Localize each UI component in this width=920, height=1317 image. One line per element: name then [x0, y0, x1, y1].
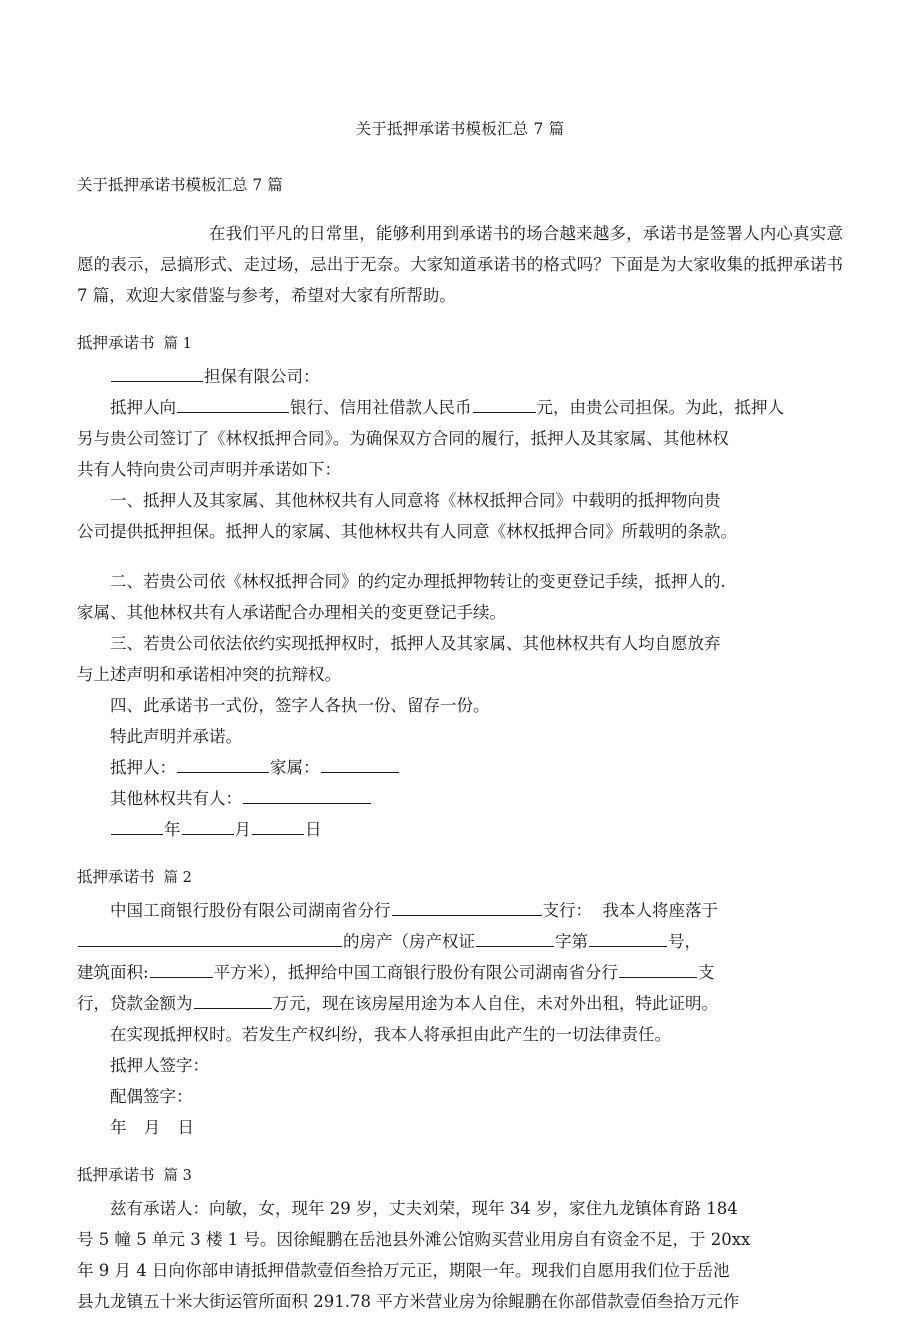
blank-field[interactable]	[476, 931, 554, 947]
blank-field[interactable]	[177, 397, 289, 413]
section1-line-contract: 另与贵公司签订了《林权抵押合同》。为确保双方合同的履行，抵押人及其家属、其他林权	[77, 429, 729, 448]
section1-item3-line1: 三、若贵公司依法依约实现抵押权时，抵押人及其家属、其他林权共有人均自愿放弃	[110, 634, 721, 653]
intro-paragraph: 在我们平凡的日常里，能够利用到承诺书的场合越来越多，承诺书是签署人内心真实意愿的表示，忌搞形式、走过场，忌出于无奈。大家知道承诺书的格式吗？下面是为大家收集的抵押承诺书 7 篇，欢迎大家借鉴与参考，希望对大家有所帮助。	[77, 224, 843, 305]
section1-line-loan: 抵押人向 银行、信用社借款人民币 元，由贵公司担保。为此，抵押人	[110, 398, 784, 417]
section-heading-label: 抵押承诺书	[77, 1166, 155, 1184]
section2-line-amount: 行，贷款金额为 万元，现在该房屋用途为本人自住，未对外出租，特此证明。	[77, 994, 718, 1013]
blank-field[interactable]	[243, 788, 371, 804]
blank-field[interactable]	[111, 366, 203, 382]
section1-coowner-line: 其他林权共有人：	[77, 783, 843, 814]
blank-field[interactable]	[473, 397, 536, 413]
section2-line-property: 的房产（房产权证 字第 号，	[77, 926, 843, 957]
section-heading-number: 篇 3	[163, 1168, 192, 1184]
blank-field[interactable]	[619, 962, 697, 978]
section-heading-label: 抵押承诺书	[77, 868, 155, 886]
blank-field[interactable]	[194, 993, 272, 1009]
section1-item1-line2: 公司提供抵押担保。抵押人的家属、其他林权共有人同意《林权抵押合同》所载明的条款。	[77, 522, 737, 541]
section-heading-number: 篇 1	[163, 336, 192, 352]
blank-field[interactable]	[589, 931, 667, 947]
document-subtitle: 关于抵押承诺书模板汇总 7 篇	[77, 176, 283, 194]
blank-field[interactable]	[252, 819, 304, 835]
section1-item2-line2: 家属、其他林权共有人承诺配合办理相关的变更登记手续。	[77, 603, 506, 622]
section2-signature-spouse: 配偶签字：	[110, 1087, 193, 1106]
section2-line-area: 建筑面积: 平方米），抵押给中国工商银行股份有限公司湖南省分行 支	[77, 963, 715, 982]
page-title: 关于抵押承诺书模板汇总 7 篇	[355, 120, 565, 138]
blank-field[interactable]	[321, 757, 399, 773]
blank-field[interactable]	[177, 757, 269, 773]
section1-declaration: 特此声明并承诺。	[110, 727, 242, 746]
section1-date-line: 年 月 日	[77, 814, 843, 845]
section1-item2-line1: 二、若贵公司依《林权抵押合同》的约定办理抵押物转让的变更登记手续，抵押人的.	[110, 572, 726, 591]
section3-line3: 年 9 月 4 日向你部申请抵押借款壹佰叁拾万元正，期限一年。现我们自愿用我们位于岳池	[77, 1261, 730, 1280]
section-heading-number: 篇 2	[163, 870, 192, 886]
section1-line-company: 担保有限公司：	[77, 361, 843, 392]
blank-field[interactable]	[111, 819, 163, 835]
section1-line-declare-intro: 共有人特向贵公司声明并承诺如下：	[77, 460, 341, 479]
blank-field[interactable]	[182, 819, 234, 835]
section1-item3-line2: 与上述声明和承诺相冲突的抗辩权。	[77, 665, 341, 684]
section3-line2: 号 5 幢 5 单元 3 楼 1 号。因徐鲲鹏在岳池县外滩公馆购买营业用房自有资金不足，于 20xx	[77, 1230, 751, 1249]
section1-item1-line1: 一、抵押人及其家属、其他林权共有人同意将《林权抵押合同》中载明的抵押物向贵	[110, 491, 721, 510]
section2-signature-mortgagor: 抵押人签字：	[110, 1056, 209, 1075]
section2-line-dispute: 在实现抵押权时。若发生产权纠纷，我本人将承担由此产生的一切法律责任。	[110, 1025, 671, 1044]
section3-line1: 兹有承诺人：向敏，女，现年 29 岁，丈夫刘荣，现年 34 岁，家住九龙镇体育路 184	[110, 1199, 738, 1218]
section-heading-1	[77, 332, 843, 355]
blank-field[interactable]	[78, 931, 342, 947]
section-heading-label: 抵押承诺书	[77, 334, 155, 352]
section1-signature-line: 抵押人： 家属：	[77, 752, 843, 783]
section1-item4: 四、此承诺书一式份，签字人各执一份、留存一份。	[110, 696, 490, 715]
blank-field[interactable]	[150, 962, 213, 978]
section-heading-3	[77, 1164, 843, 1187]
section2-date-line: 年 月 日	[110, 1118, 200, 1137]
section2-line-bank: 中国工商银行股份有限公司湖南省分行 支行： 我本人将座落于	[110, 901, 718, 920]
blank-field[interactable]	[392, 900, 542, 916]
section-heading-2	[77, 866, 843, 889]
section3-line4: 县九龙镇五十米大街运管所面积 291.78 平方米营业房为徐鲲鹏在你部借款壹佰叁拾万元作	[77, 1292, 740, 1311]
